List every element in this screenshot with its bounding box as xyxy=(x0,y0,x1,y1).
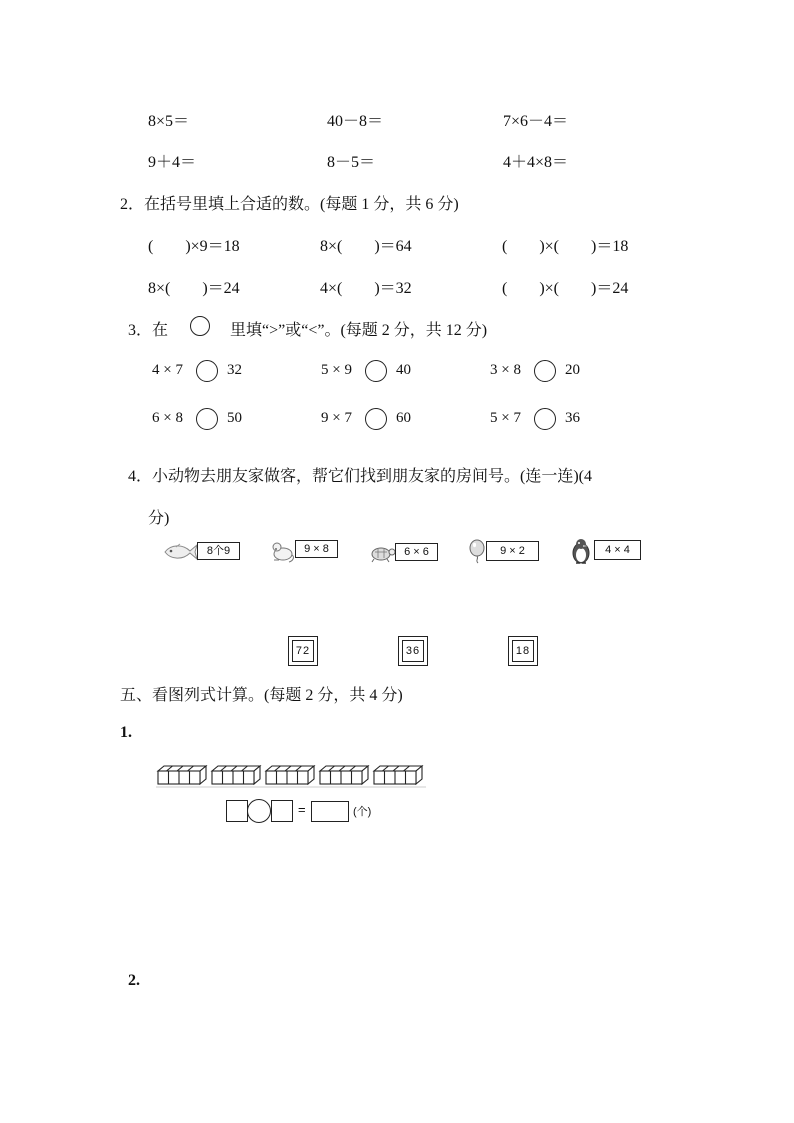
equation-box-2[interactable] xyxy=(271,800,293,822)
q2-r2-a: 8×( )＝24 xyxy=(148,280,240,297)
q4-title-line1: 4．小动物去朋友家做客，帮它们找到朋友家的房间号。(连一连)(4 xyxy=(128,468,592,485)
q2-r2-b: 4×( )＝32 xyxy=(320,280,412,297)
room-box[interactable] xyxy=(288,636,318,666)
room-box[interactable] xyxy=(398,636,428,666)
q4-title-line2: 分) xyxy=(148,510,170,527)
q3-r1-2-right: 40 xyxy=(396,362,411,378)
q3-r2-2-answer-circle[interactable] xyxy=(365,408,387,430)
q3-r2-3-left: 5 × 7 xyxy=(490,410,521,426)
section5-item-2: 2. xyxy=(128,972,140,989)
room-number: 36 xyxy=(402,640,424,662)
animal-card-balloon: 9 × 2 xyxy=(486,541,539,561)
penguin-icon xyxy=(568,537,594,565)
calc-row-1-b: 40－8＝ xyxy=(327,113,384,130)
q3-r1-3-answer-circle[interactable] xyxy=(534,360,556,382)
calc-row-2-c: 4＋4×8＝ xyxy=(503,154,569,171)
section5-item-1: 1. xyxy=(120,724,132,741)
q2-r1-b: 8×( )＝64 xyxy=(320,238,412,255)
blocks-figure xyxy=(156,764,432,788)
room-number: 18 xyxy=(512,640,534,662)
q2-title: 2．在括号里填上合适的数。(每题 1 分，共 6 分) xyxy=(120,196,459,213)
q3-r2-2-left: 9 × 7 xyxy=(321,410,352,426)
mouse-icon xyxy=(268,540,296,564)
equation-equals: = xyxy=(298,802,306,817)
room-box[interactable] xyxy=(508,636,538,666)
animal-card-penguin: 4 × 4 xyxy=(594,540,641,560)
block-group xyxy=(158,766,206,784)
animal-card-turtle: 6 × 6 xyxy=(395,543,438,561)
fish-icon xyxy=(162,541,198,563)
q3-title-circle xyxy=(190,316,210,336)
q3-r1-1-answer-circle[interactable] xyxy=(196,360,218,382)
q3-r1-3-left: 3 × 8 xyxy=(490,362,521,378)
calc-row-2-a: 9＋4＝ xyxy=(148,154,197,171)
q3-r1-3-right: 20 xyxy=(565,362,580,378)
animal-card-fish: 8个9 xyxy=(197,542,240,560)
equation-box-1[interactable] xyxy=(226,800,248,822)
q3-r1-2-left: 5 × 9 xyxy=(321,362,352,378)
q3-r2-2-right: 60 xyxy=(396,410,411,426)
q3-r1-1-left: 4 × 7 xyxy=(152,362,183,378)
q2-r2-c: ( )×( )＝24 xyxy=(502,280,629,297)
room-number: 72 xyxy=(292,640,314,662)
calc-row-1-a: 8×5＝ xyxy=(148,113,190,130)
section5-title: 五、看图列式计算。(每题 2 分，共 4 分) xyxy=(120,687,403,704)
q3-r2-1-right: 50 xyxy=(227,410,242,426)
q3-r2-3-right: 36 xyxy=(565,410,580,426)
turtle-icon xyxy=(368,543,396,563)
equation-operator-circle[interactable] xyxy=(247,799,271,823)
q3-title-post: 里填“>”或“<”。(每题 2 分，共 12 分) xyxy=(230,322,488,339)
q3-r2-1-left: 6 × 8 xyxy=(152,410,183,426)
q3-r1-2-answer-circle[interactable] xyxy=(365,360,387,382)
q3-r1-1-right: 32 xyxy=(227,362,242,378)
q3-title-pre: 3．在 xyxy=(128,322,169,339)
equation-result-box[interactable] xyxy=(311,801,349,822)
calc-row-2-b: 8－5＝ xyxy=(327,154,376,171)
q3-r2-3-answer-circle[interactable] xyxy=(534,408,556,430)
calc-row-1-c: 7×6－4＝ xyxy=(503,113,569,130)
animal-card-mouse: 9 × 8 xyxy=(295,540,338,558)
q2-r1-a: ( )×9＝18 xyxy=(148,238,240,255)
q2-r1-c: ( )×( )＝18 xyxy=(502,238,629,255)
q3-r2-1-answer-circle[interactable] xyxy=(196,408,218,430)
equation-unit: (个) xyxy=(353,806,372,818)
